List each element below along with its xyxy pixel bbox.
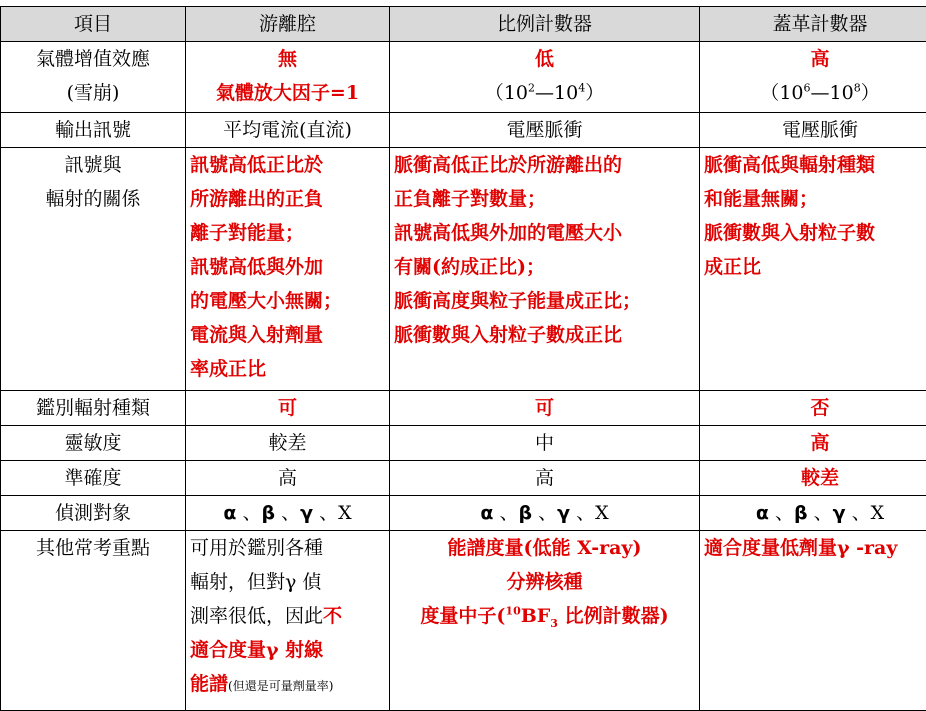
row-label-notes: 其他常考重點	[1, 531, 186, 711]
cell-output-proportional: 電壓脈衝	[390, 113, 700, 148]
cell-discrimination-geiger: 否	[700, 391, 926, 426]
header-row	[1, 7, 926, 42]
cell-sensitivity-proportional: 中	[390, 426, 700, 461]
cell-accuracy-geiger: 較差	[700, 461, 926, 496]
comparison-table	[0, 6, 926, 711]
cell-targets-ion: α 、β 、γ 、X	[186, 496, 390, 531]
cell-accuracy-ion: 高	[186, 461, 390, 496]
row-label-relation: 訊號與 輻射的關係	[1, 148, 186, 391]
table-row-sensitivity	[1, 426, 926, 461]
cell-gain-proportional: 低 $(10^2—10^4)$	[390, 42, 700, 113]
header-ion-chamber: 游離腔	[186, 7, 390, 42]
cell-accuracy-proportional: 高	[390, 461, 700, 496]
cell-relation-proportional: 脈衝高低正比於所游離出的 正負離子對數量； 訊號高低與外加的電壓大小 有關(約成正比)； 脈衝高度與粒子能量成正比； 脈衝數與入射粒子數成正比	[390, 148, 700, 391]
cell-notes-geiger: 適合度量低劑量γ -ray	[700, 531, 926, 711]
cell-targets-geiger: α 、β 、γ 、X	[700, 496, 926, 531]
table-row-output	[1, 113, 926, 148]
header-item: 項目	[1, 7, 186, 42]
row-label-output: 輸出訊號	[1, 113, 186, 148]
cell-discrimination-proportional: 可	[390, 391, 700, 426]
header-proportional-counter: 比例計數器	[390, 7, 700, 42]
cell-relation-ion: 訊號高低正比於 所游離出的正負 離子對能量； 訊號高低與外加 的電壓大小無關； 電流與入射劑量 率成正比	[186, 148, 390, 391]
cell-relation-geiger: 脈衝高低與輻射種類 和能量無關； 脈衝數與入射粒子數 成正比	[700, 148, 926, 391]
cell-discrimination-ion: 可	[186, 391, 390, 426]
table-row-relation	[1, 148, 926, 391]
cell-output-geiger: 電壓脈衝	[700, 113, 926, 148]
table-row-accuracy	[1, 461, 926, 496]
row-label-accuracy: 準確度	[1, 461, 186, 496]
table-row-targets	[1, 496, 926, 531]
cell-sensitivity-ion: 較差	[186, 426, 390, 461]
cell-sensitivity-geiger: 高	[700, 426, 926, 461]
cell-targets-proportional: α 、β 、γ 、X	[390, 496, 700, 531]
table-row-gain	[1, 42, 926, 113]
cell-gain-ion: 無 氣體放大因子=1	[186, 42, 390, 113]
cell-output-ion: 平均電流(直流)	[186, 113, 390, 148]
row-label-discrimination: 鑑別輻射種類	[1, 391, 186, 426]
row-label-gain: 氣體增值效應 (雪崩)	[1, 42, 186, 113]
header-geiger-counter: 蓋革計數器	[700, 7, 926, 42]
row-label-sensitivity: 靈敏度	[1, 426, 186, 461]
cell-gain-geiger: 高 $(10^6—10^8)$	[700, 42, 926, 113]
table-row-discrimination	[1, 391, 926, 426]
cell-notes-ion: 可用於鑑別各種 輻射，但對γ 偵 測率很低，因此不 適合度量γ 射線 能譜(但還是可量劑量率)	[186, 531, 390, 711]
row-label-targets: 偵測對象	[1, 496, 186, 531]
table-row-notes	[1, 531, 926, 711]
cell-notes-proportional: 能譜度量(低能 X-ray) 分辨核種 度量中子($^{10}BF_3$ 比例計數器)	[390, 531, 700, 711]
